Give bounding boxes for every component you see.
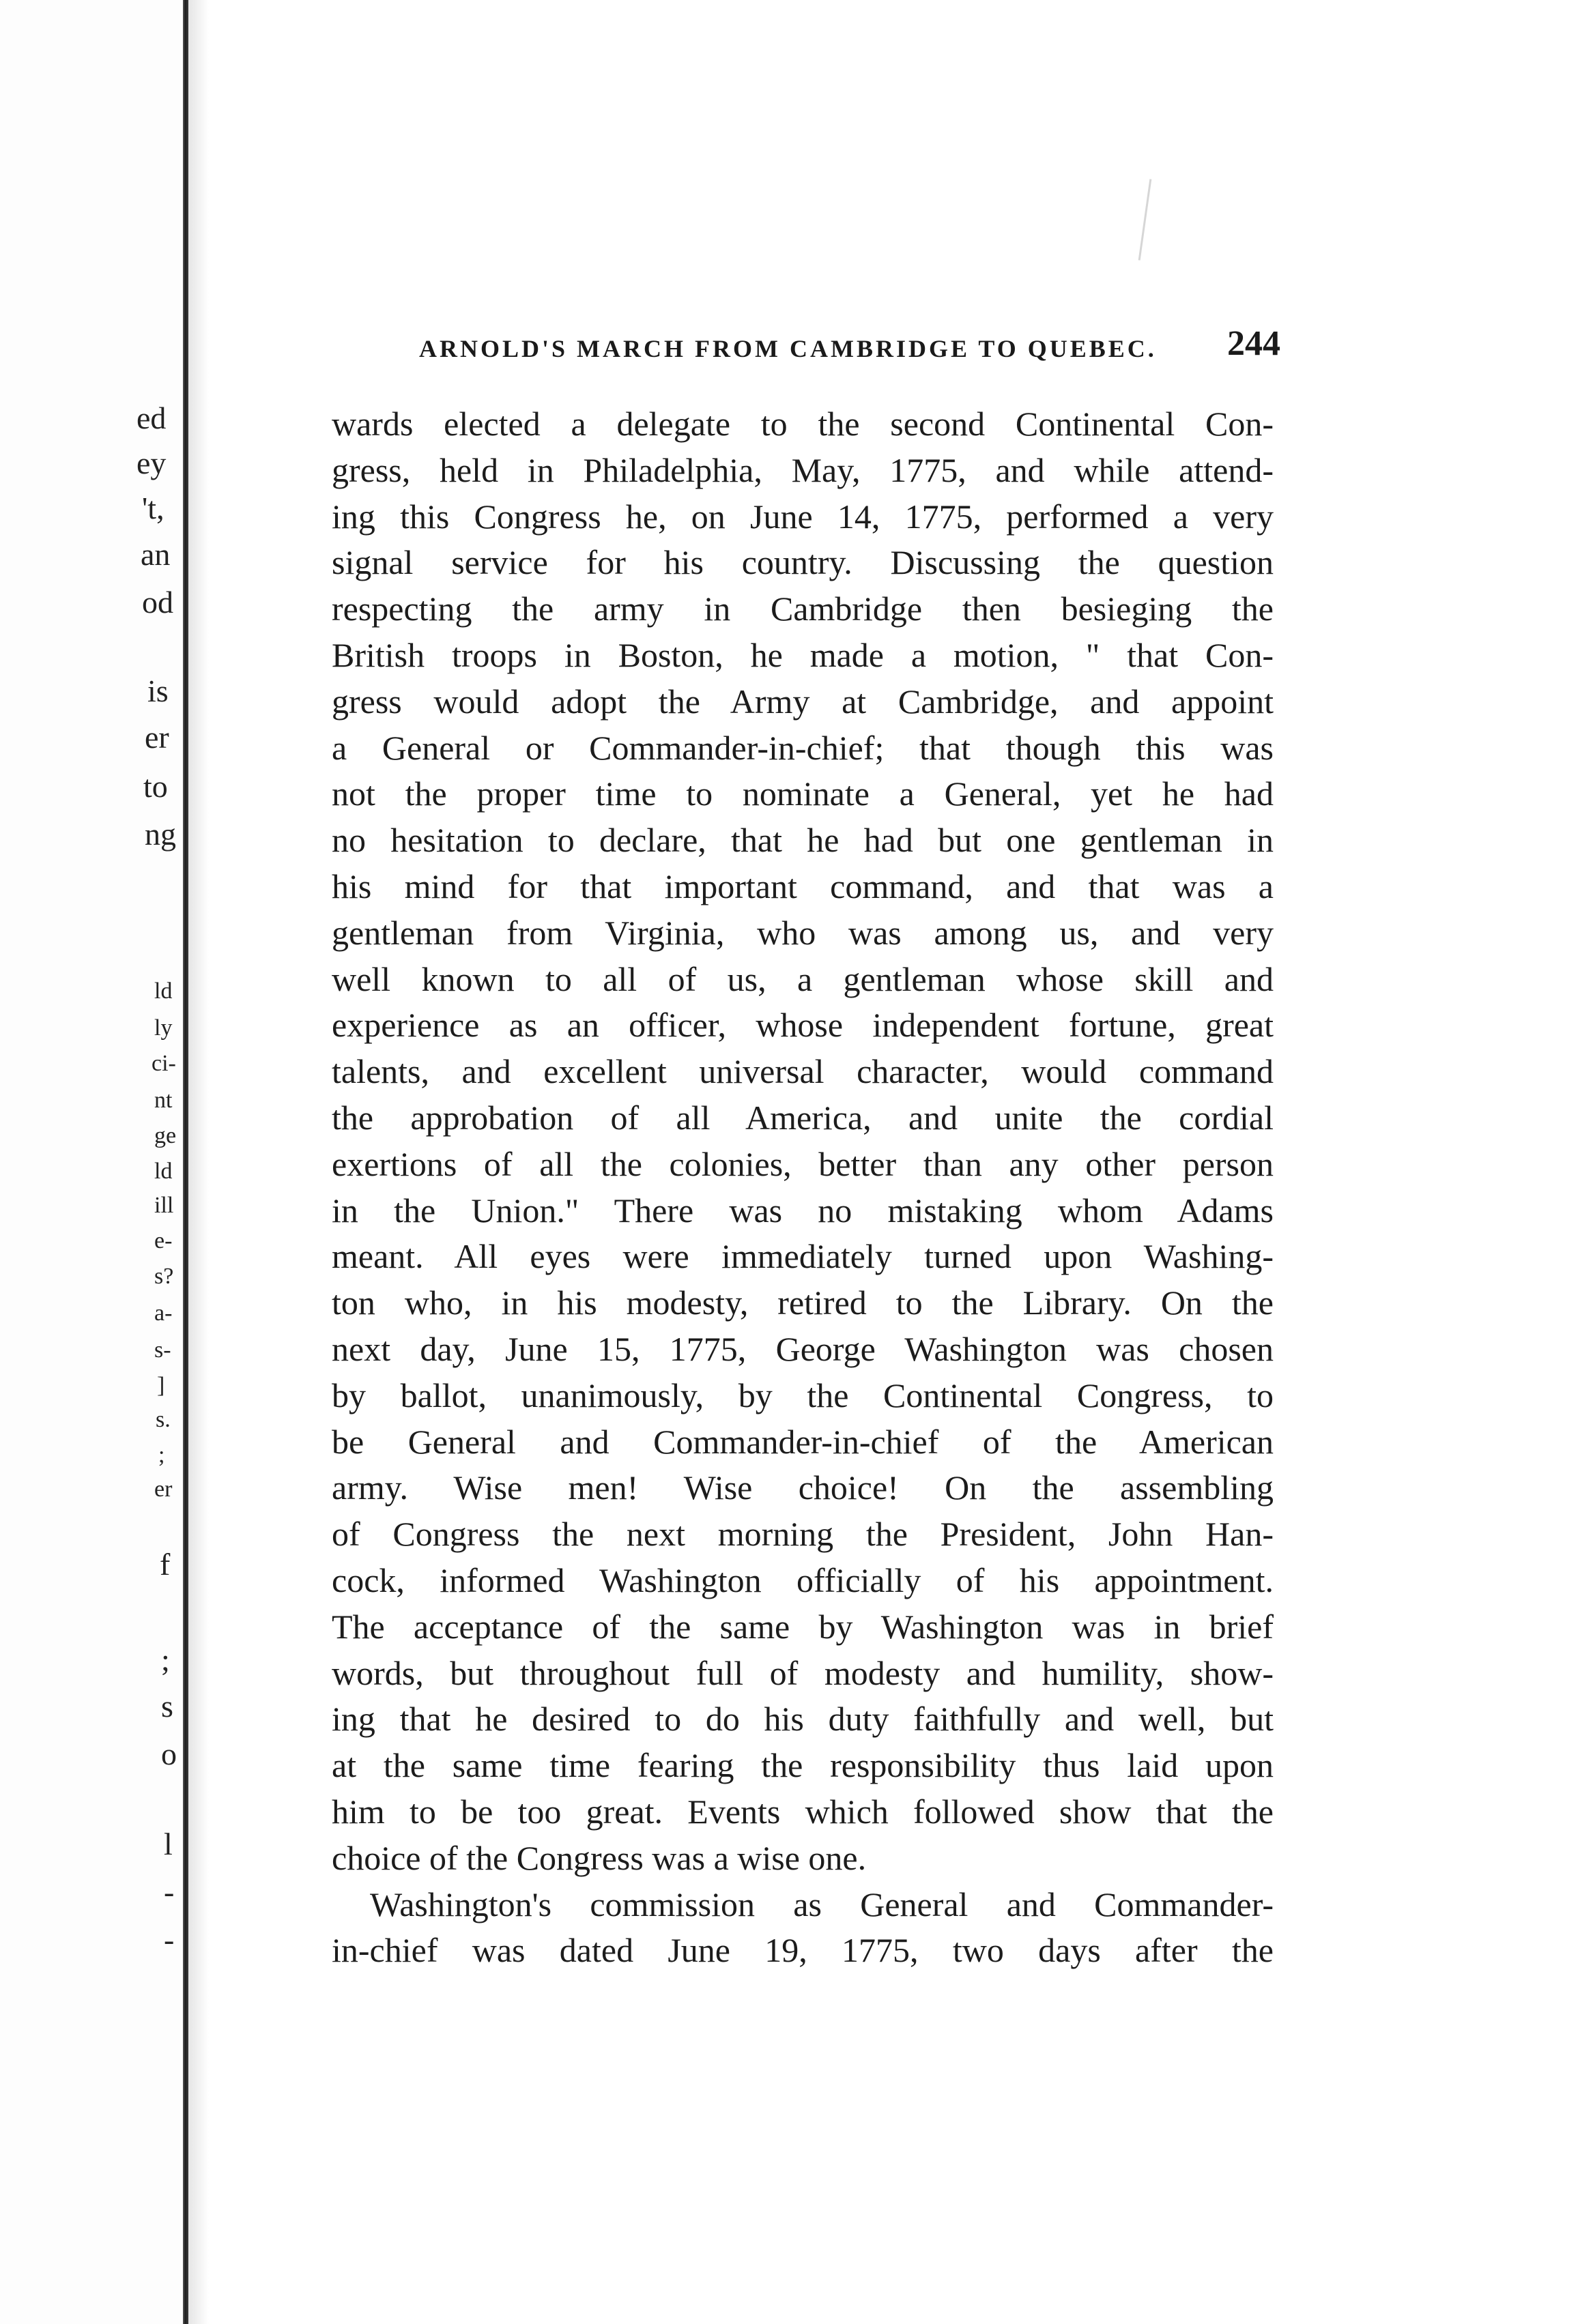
paragraph — [332, 401, 1274, 1882]
text-line: by ballot, unanimously, by the Continental Congress, to — [332, 1376, 1274, 1414]
text-line: him to be too great. Events which followed show that the — [332, 1792, 1274, 1831]
facing-page-fragment: - — [164, 1874, 175, 1909]
paragraph — [332, 1882, 1274, 1975]
facing-page-fragment: f — [160, 1547, 171, 1582]
facing-page-fragment: - — [164, 1922, 175, 1957]
facing-page-fragment: ; — [161, 1642, 170, 1677]
facing-page-fragment: 't, — [142, 491, 164, 525]
facing-page-margin — [0, 0, 184, 2324]
running-title: ARNOLD'S MARCH FROM CAMBRIDGE TO QUEBEC. — [419, 335, 1157, 362]
facing-page-fragment: an — [141, 537, 171, 572]
page-binding-edge — [183, 0, 188, 2324]
text-line: be General and Commander-in-chief of the American — [332, 1422, 1274, 1461]
facing-page-fragment: ] — [157, 1373, 165, 1398]
facing-page-fragment: ld — [154, 978, 173, 1004]
facing-page-fragment: l — [164, 1827, 173, 1861]
text-line: respecting the army in Cambridge then besieging the — [332, 590, 1274, 628]
running-header — [419, 323, 1280, 371]
facing-page-fragment: ey — [137, 446, 167, 480]
scan-artifact — [1138, 179, 1152, 260]
page-number: 244 — [1227, 324, 1280, 363]
text-line: in the Union." There was no mistaking whom Adams — [332, 1191, 1274, 1230]
facing-page-fragment: s. — [156, 1407, 171, 1432]
text-line: next day, June 15, 1775, George Washington was chosen — [332, 1329, 1274, 1368]
text-line: talents, and excellent universal character, would command — [332, 1052, 1274, 1091]
facing-page-fragment: is — [147, 673, 169, 708]
text-line: ing this Congress he, on June 14, 1775, performed a very — [332, 497, 1274, 536]
facing-page-fragment: o — [161, 1737, 177, 1771]
body-text — [332, 401, 1274, 1974]
facing-page-fragment: ly — [154, 1015, 173, 1041]
facing-page-fragment: to — [143, 769, 168, 804]
facing-page-fragment: ; — [158, 1442, 165, 1468]
facing-page-fragment: a- — [154, 1301, 173, 1326]
text-line: gress, held in Philadelphia, May, 1775, and while attend- — [332, 450, 1274, 489]
text-line: cock, informed Washington officially of his appointment. — [332, 1560, 1274, 1599]
facing-page-fragment: s? — [154, 1264, 174, 1289]
text-line: the approbation of all America, and unite the cordial — [332, 1098, 1274, 1137]
text-line: not the proper time to nominate a General, yet he had — [332, 774, 1274, 813]
text-line: words, but throughout full of modesty and humility, show- — [332, 1653, 1274, 1692]
text-line: The acceptance of the same by Washington was in brief — [332, 1607, 1274, 1646]
text-line: choice of the Congress was a wise one. — [332, 1838, 867, 1877]
facing-page-fragment: er — [154, 1477, 173, 1502]
facing-page-fragment: e- — [154, 1228, 173, 1253]
binding-shadow — [188, 0, 209, 2324]
text-line: gentleman from Virginia, who was among us, and very — [332, 913, 1274, 952]
text-line: meant. All eyes were immediately turned upon Washing- — [332, 1237, 1274, 1276]
text-line: a General or Commander-in-chief; that though this was — [332, 728, 1274, 767]
facing-page-fragment: od — [142, 585, 173, 620]
facing-page-fragment: er — [145, 720, 169, 755]
text-line: gress would adopt the Army at Cambridge, and appoint — [332, 682, 1274, 721]
text-line: wards elected a delegate to the second Continental Con- — [332, 405, 1274, 443]
facing-page-fragment: nt — [154, 1088, 173, 1113]
facing-page-fragment: ld — [154, 1159, 173, 1184]
text-line: Washington's commission as General and Commander- — [370, 1885, 1274, 1923]
text-line: no hesitation to declare, that he had but one gentleman in — [332, 821, 1274, 860]
facing-page-fragment: ge — [154, 1123, 177, 1148]
text-line: his mind for that important command, and that was a — [332, 867, 1274, 905]
text-line: ing that he desired to do his duty faithfully and well, but — [332, 1700, 1274, 1739]
facing-page-fragment: ci- — [152, 1051, 176, 1076]
text-line: at the same time fearing the responsibility thus laid upon — [332, 1746, 1274, 1785]
text-line: experience as an officer, whose independent fortune, great — [332, 1006, 1274, 1045]
text-line: well known to all of us, a gentleman whose skill and — [332, 959, 1274, 998]
text-line: of Congress the next morning the President, John Han- — [332, 1515, 1274, 1554]
text-line: ton who, in his modesty, retired to the Library. On the — [332, 1283, 1274, 1322]
text-line: army. Wise men! Wise choice! On the assembling — [332, 1468, 1274, 1507]
facing-page-fragment: s — [161, 1689, 173, 1724]
text-line: in-chief was dated June 19, 1775, two days after the — [332, 1931, 1274, 1970]
facing-page-fragment: ill — [154, 1193, 174, 1218]
facing-page-fragment: ng — [145, 817, 176, 852]
text-line: signal service for his country. Discussing the question — [332, 543, 1274, 582]
text-line: British troops in Boston, he made a motion, " that Con- — [332, 635, 1274, 674]
text-line: exertions of all the colonies, better than any other person — [332, 1144, 1274, 1183]
facing-page-fragment: ed — [137, 401, 167, 435]
facing-page-fragment: s- — [154, 1337, 171, 1363]
